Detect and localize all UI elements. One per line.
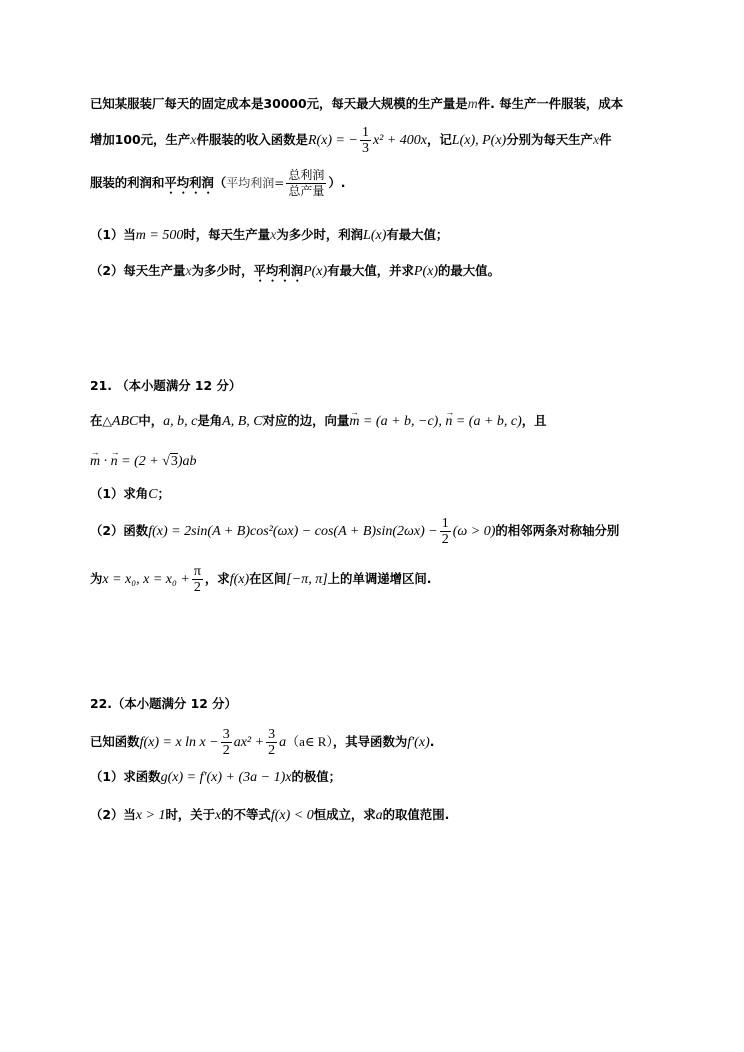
p20-text: （: [213, 175, 227, 190]
symmetry-axes: x = x₀, x = x₀ +: [102, 572, 190, 587]
p21-text: ；: [157, 486, 170, 501]
fraction-denominator: 3: [361, 141, 369, 156]
fraction-one-third: [360, 125, 371, 156]
p20-text: 件. 每生产一件服装，成本: [477, 96, 624, 111]
condition: （a∈ R）: [286, 734, 333, 749]
function-P: P(x): [413, 264, 439, 279]
p20-line1: [90, 95, 670, 114]
p21-question-2: [90, 516, 670, 547]
function-f: f(x) = 2sin(A + B)cos²(ωx) − cos(A + B)sin(2ωx) −: [148, 524, 438, 539]
function-g: g(x) = f′(x) + (3a − 1)x: [160, 770, 292, 785]
p20-text: 服装的利润和: [90, 175, 165, 190]
question-label: （2）当: [90, 807, 136, 822]
var-m: m: [467, 97, 478, 112]
question-label: （1）求角: [90, 486, 149, 501]
var-x: x: [215, 808, 222, 823]
sqrt-symbol: √: [162, 454, 170, 469]
p22-text: 已知函数: [90, 734, 140, 749]
fraction-three-halves: [266, 727, 277, 758]
p21-header: [90, 377, 670, 395]
problem-header: 21. （本小题满分 12 分）: [90, 378, 242, 393]
p20-text: 有最大值；: [386, 227, 449, 242]
p21-text: 是角: [197, 413, 223, 428]
p20-question-2: [90, 262, 670, 285]
p20-text: ，记: [427, 132, 452, 147]
functions-L-P: L(x), P(x): [451, 133, 507, 148]
p20-text: 分别为每天生产: [506, 132, 593, 147]
emphasized-text: 平均利润: [253, 263, 304, 278]
p21-question-1: [90, 485, 670, 504]
fraction-numerator: 1: [361, 125, 369, 140]
function-f: f(x) = x ln x −: [139, 735, 219, 750]
p22-question-2: [90, 806, 670, 825]
omega-condition: (ω > 0): [452, 524, 496, 539]
p20-text: 的最大值。: [438, 263, 500, 278]
angles-abc: A, B, C: [222, 414, 263, 429]
revenue-function-tail: x² + 400x: [372, 133, 428, 148]
function-f: f(x): [229, 572, 250, 587]
function-L: L(x): [363, 228, 387, 243]
p22-question-1: [90, 768, 670, 787]
fraction-numerator: 3: [268, 727, 276, 742]
fraction-denominator: 2: [441, 532, 449, 547]
question-label: （2）每天生产量: [90, 263, 186, 278]
p22-text: 的取值范围.: [382, 807, 450, 822]
p21-text: 对应的边，向量: [262, 413, 350, 428]
fraction-numerator: 1: [441, 516, 449, 531]
sqrt-radicand: 3: [170, 454, 178, 469]
var-x: x: [592, 133, 600, 148]
p21-text: ，且: [521, 413, 547, 428]
p22-text: .: [429, 734, 435, 749]
revenue-function: R(x) = −: [307, 133, 358, 148]
fraction-denominator: 2: [193, 580, 201, 595]
question-label: （2）函数: [90, 523, 149, 538]
fraction-denominator: 2: [222, 743, 230, 758]
function-f-tail: a: [279, 735, 287, 750]
p22-header: [90, 695, 670, 713]
p21-text: 的相邻两条对称轴分别: [495, 523, 620, 538]
p20-text: 有最大值，并求: [327, 263, 414, 278]
p21-line2: [90, 452, 670, 471]
p20-text: 已知某服装厂每天的固定成本是30000元，每天最大规模的生产量是: [90, 96, 468, 111]
fraction-three-halves: [221, 727, 232, 758]
p20-text: 为多少时，: [191, 263, 254, 278]
avg-profit-label: 平均利润=: [226, 176, 285, 190]
function-P: P(x): [303, 264, 328, 279]
p21-text: ，求: [204, 571, 230, 586]
p21-line1: [90, 412, 670, 431]
avg-profit-fraction: [286, 168, 326, 199]
question-label: （1）当: [90, 227, 136, 242]
p22-text: 时，关于: [165, 807, 216, 822]
derivative-f: f′(x): [407, 735, 430, 750]
p21-text: 上的单调递增区间.: [327, 571, 432, 586]
var-x: x: [270, 228, 277, 243]
fraction-denominator: 总产量: [288, 184, 325, 198]
p22-text: 的不等式: [221, 807, 271, 822]
p21-text: 在区间: [249, 571, 287, 586]
emphasized-text: 平均利润: [164, 175, 214, 190]
p20-text: 时，每天生产量: [183, 227, 271, 242]
p20-text: 件服装的收入函数是: [196, 132, 308, 147]
var-x: x: [190, 133, 197, 148]
p20-line3: [90, 168, 670, 199]
fraction-pi-half: [192, 564, 203, 595]
var-x: x: [185, 264, 192, 279]
fraction-numerator: 总利润: [288, 168, 325, 182]
vector-m: → m: [349, 413, 359, 431]
p20-line2: [90, 125, 670, 156]
fraction-numerator: 3: [222, 727, 230, 742]
p21-text: 为: [90, 571, 103, 586]
problem-header: 22.（本小题满分 12 分）: [90, 696, 237, 711]
p20-text: 增加100元，生产: [90, 132, 191, 147]
inequality: f(x) < 0: [270, 808, 314, 823]
var-a: a: [375, 808, 383, 823]
angle-C: C: [148, 487, 158, 502]
vector-n-value: = (a + b, c): [452, 414, 522, 429]
p20-question-1: [90, 226, 670, 245]
equation: = (2 +: [117, 454, 163, 469]
p21-question-2-cont: [90, 564, 670, 595]
p22-text: ，其导函数为: [332, 734, 408, 749]
dot-operator: ·: [100, 454, 111, 469]
question-label: （1）求函数: [90, 769, 161, 784]
p21-text: 在△: [90, 413, 112, 428]
fraction-numerator: π: [193, 564, 201, 579]
sides-abc: a, b, c: [163, 414, 198, 429]
condition: m = 500: [135, 228, 184, 243]
equation-tail: )ab: [177, 454, 197, 469]
condition: x > 1: [135, 808, 166, 823]
p22-text: 的极值；: [291, 769, 342, 784]
vector-n: → n: [445, 413, 452, 431]
p20-text: 为多少时，利润: [276, 227, 364, 242]
function-f-mid: ax² +: [233, 735, 265, 750]
vector-m: → m: [90, 453, 100, 471]
fraction-one-half: [440, 516, 451, 547]
p21-text: 中，: [138, 413, 164, 428]
p20-text: ）.: [328, 175, 346, 190]
fraction-denominator: 2: [268, 743, 276, 758]
p22-line1: [90, 727, 670, 758]
interval: [−π, π]: [286, 572, 328, 587]
p22-text: 恒成立，求: [313, 807, 376, 822]
vector-m-value: = (a + b, −c),: [359, 414, 446, 429]
triangle-abc: ABC: [111, 414, 139, 429]
p20-text: 件: [599, 132, 612, 147]
vector-n: → n: [111, 453, 118, 471]
